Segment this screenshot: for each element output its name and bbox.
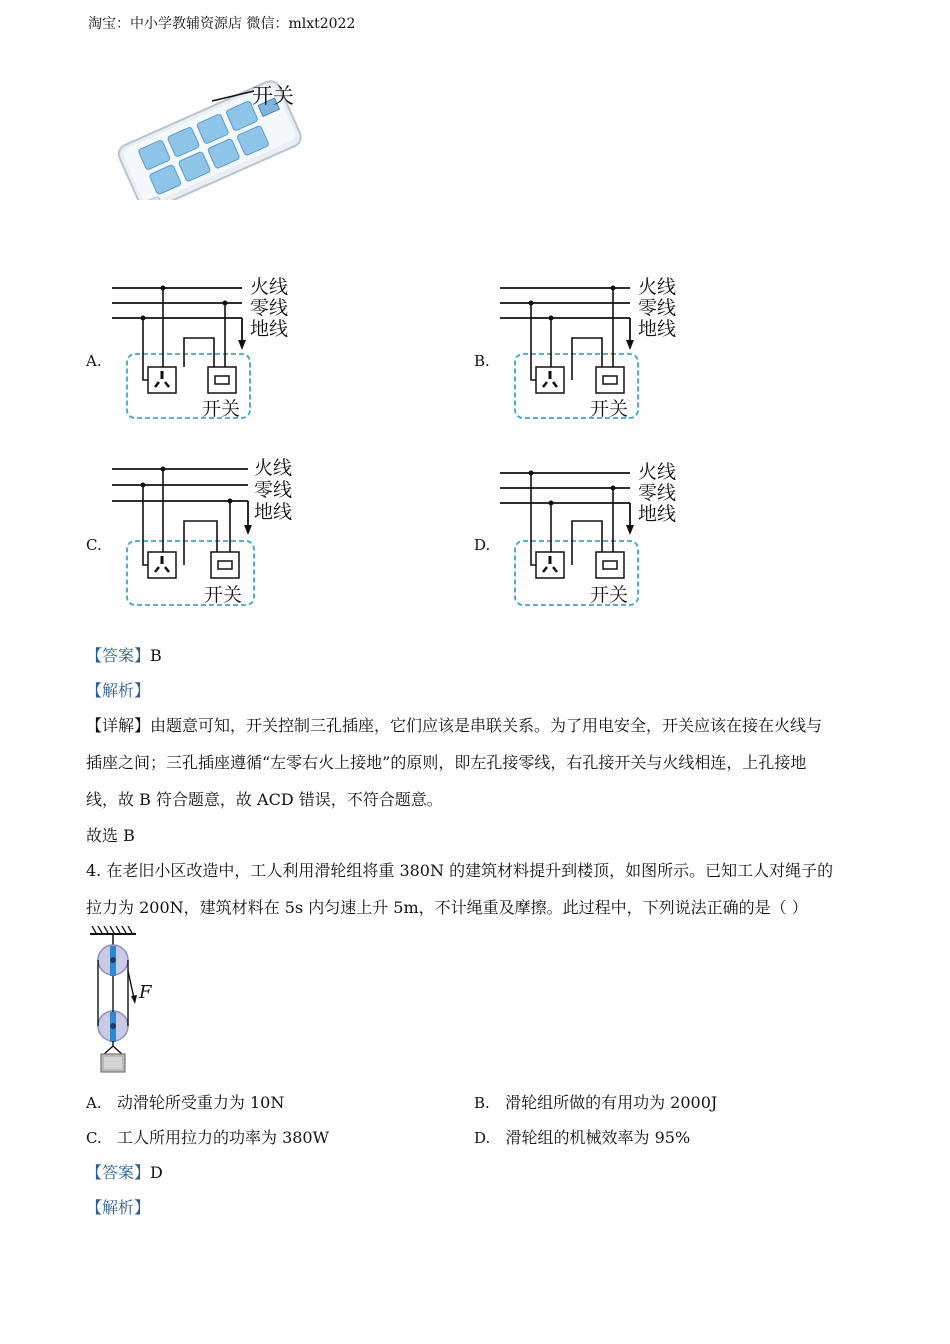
circuit-option-a-label: A. xyxy=(86,352,102,370)
switch-label: 开关 xyxy=(590,398,629,420)
page-header: 淘宝：中小学教辅资源店 微信：mlxt2022 xyxy=(88,16,356,32)
answer-value: B xyxy=(150,646,162,665)
q4-option-d xyxy=(474,1125,690,1148)
option-text: 工人所用拉力的功率为 380W xyxy=(116,1128,330,1147)
q4-option-a xyxy=(86,1090,284,1113)
answer-tag: 【答案】 xyxy=(86,646,151,665)
analysis-tag: 【解析】 xyxy=(86,681,151,700)
pulley-figure xyxy=(84,926,174,1076)
q4-option-c xyxy=(86,1125,329,1148)
option-text: 滑轮组所做的有用功为 2000J xyxy=(505,1093,718,1112)
live-wire-label: 火线 xyxy=(250,276,289,298)
answer-value: D xyxy=(150,1163,163,1182)
circuit-option-c-label: C. xyxy=(86,536,102,554)
switch-label: 开关 xyxy=(202,398,241,420)
switch-label: 开关 xyxy=(204,584,243,606)
circuit-diagram-c xyxy=(108,455,308,610)
circuit-option-d-label: D. xyxy=(474,536,491,554)
force-label: F xyxy=(139,982,152,1003)
q3-answer-line xyxy=(86,643,162,666)
circuit-option-b-label: B. xyxy=(474,352,490,370)
circuit-diagram-d xyxy=(496,455,696,610)
neutral-wire-label: 零线 xyxy=(250,297,289,319)
circuit-diagram-b xyxy=(496,270,696,425)
q4-answer-line xyxy=(86,1160,163,1183)
neutral-wire-label: 零线 xyxy=(638,297,677,319)
detail-line-1 xyxy=(86,713,822,736)
option-letter: C. xyxy=(86,1129,102,1147)
detail-line-3: 线，故 B 符合题意，故 ACD 错误，不符合题意。 xyxy=(86,790,443,809)
q4-stem-line-2: 拉力为 200N，建筑材料在 5s 内匀速上升 5m，不计绳重及摩擦。此过程中，下列说法正确的是（ ） xyxy=(86,898,808,917)
switch-label: 开关 xyxy=(590,584,629,606)
live-wire-label: 火线 xyxy=(638,461,677,483)
option-letter: D. xyxy=(474,1129,491,1147)
conclusion: 故选 B xyxy=(86,826,135,845)
answer-tag: 【答案】 xyxy=(86,1163,151,1182)
q4-option-b xyxy=(474,1090,717,1113)
neutral-wire-label: 零线 xyxy=(638,482,677,504)
option-letter: B. xyxy=(474,1094,490,1112)
detail-tag: 【详解】 xyxy=(86,716,151,735)
ground-wire-label: 地线 xyxy=(638,503,677,525)
q4-analysis-tag: 【解析】 xyxy=(86,1198,151,1217)
neutral-wire-label: 零线 xyxy=(254,479,293,501)
q4-stem-line-1: 4. 在老旧小区改造中，工人利用滑轮组将重 380N 的建筑材料提升到楼顶，如图所示。已知工人对绳子的 xyxy=(86,861,834,880)
switch-label: 开关 xyxy=(252,84,294,108)
detail-line-2: 插座之间；三孔插座遵循“左零右火上接地”的原则，即左孔接零线，右孔接开关与火线相连，上孔接地 xyxy=(86,753,807,772)
option-text: 动滑轮所受重力为 10N xyxy=(116,1093,285,1112)
live-wire-label: 火线 xyxy=(638,276,677,298)
circuit-diagram-a xyxy=(108,270,308,425)
ground-wire-label: 地线 xyxy=(250,318,289,340)
ground-wire-label: 地线 xyxy=(638,318,677,340)
option-text: 滑轮组的机械效率为 95% xyxy=(505,1128,691,1147)
detail-text: 由题意可知，开关控制三孔插座，它们应该是串联关系。为了用电安全，开关应该在接在火线与 xyxy=(150,716,823,735)
live-wire-label: 火线 xyxy=(254,457,293,479)
option-letter: A. xyxy=(86,1094,102,1112)
ground-wire-label: 地线 xyxy=(254,501,293,523)
